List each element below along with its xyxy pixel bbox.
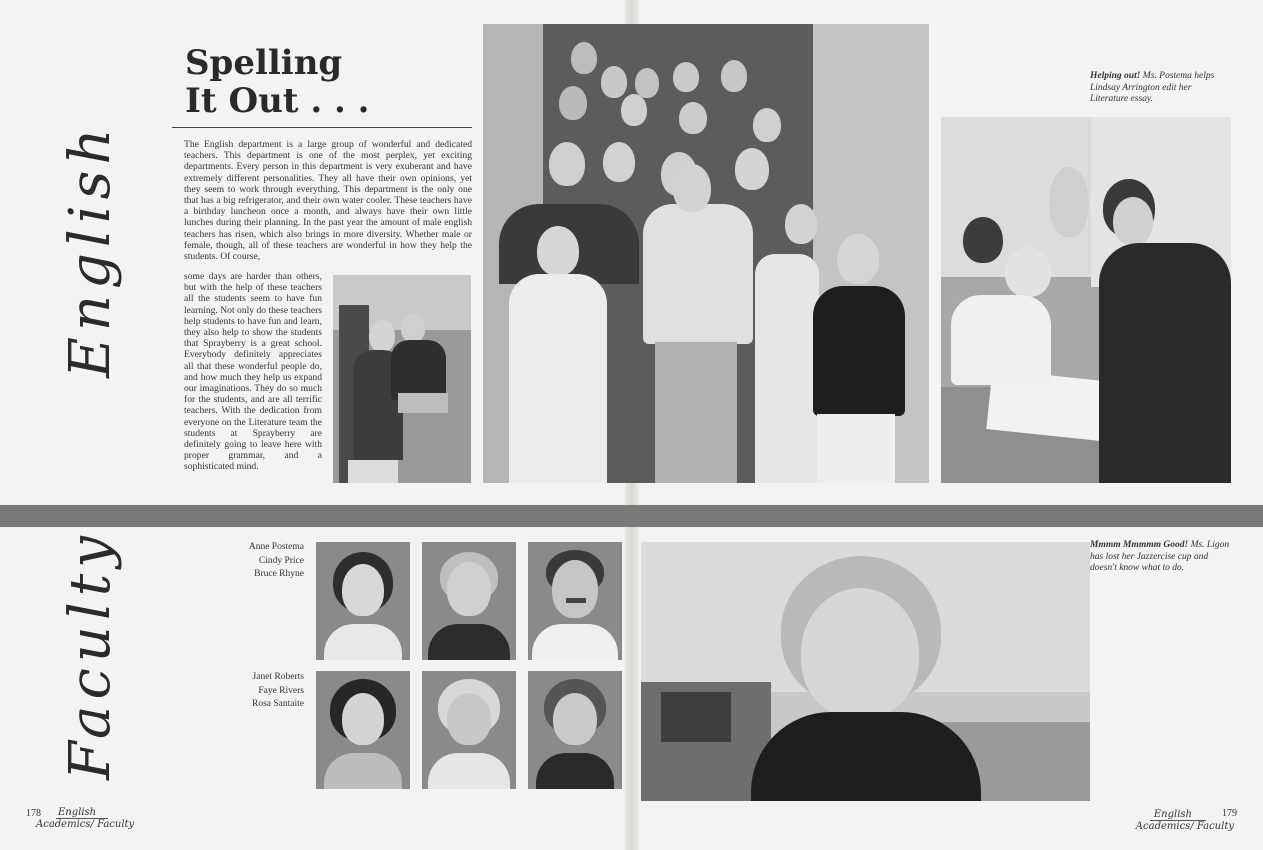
headline: Spelling It Out . . . bbox=[185, 43, 370, 121]
faculty-name: Bruce Rhyne bbox=[254, 569, 304, 579]
page-number-right: 179 bbox=[1222, 808, 1237, 819]
caption-lead: Mmmm Mmmmm Good! bbox=[1090, 540, 1189, 550]
caption-text: Ms. Ligon has lost her Jazzercise cup and doesn't know what to do. bbox=[1090, 540, 1230, 573]
story-body-wide: The English department is a large group of wonderful and dedicated teachers. This department is one of the most perplex, yet exciting departments. Every person in this department is very exuberant and have extremely different personalities. They all have their own opinions, yet they seem to work through everything. This department is the only one that has a big refrigerator, and their own water cooler. These teachers have a birthday luncheon once a month, and always have their own little lunches during their planning. In the past year the amount of male english teachers has risen, which also brings in more diversity. Whether male or female, though, all of these teachers are wonderful in how they help the students. Of course, bbox=[184, 139, 472, 263]
footer-subsection: Academics/ Faculty bbox=[1135, 821, 1234, 832]
photo-helping-out bbox=[941, 117, 1231, 483]
portrait-bruce-rhyne bbox=[528, 542, 622, 660]
portrait-janet-roberts bbox=[316, 671, 410, 789]
story-body-narrow: some days are harder than others, but with the help of these teachers all the students seem to have fun learning. Not only do these teachers help students to have fun and learn, they also help to show the students that Sprayberry is a great school. Everybody definitely appreciates all that these wonderful people do, and how much they help us expand our imaginations. They do so much for the students, and are all terrific teachers. With the dedication from everyone on the Literature team the students at Sprayberry are definitely going to leave here with proper grammar, and a sophisticated mind. bbox=[184, 271, 322, 473]
faculty-name: Faye Rivers bbox=[258, 685, 304, 696]
portrait-anne-postema bbox=[316, 542, 410, 660]
caption-lead: Helping out! bbox=[1090, 71, 1141, 81]
divider-band bbox=[0, 505, 1263, 527]
page-number-left: 178 bbox=[26, 808, 41, 819]
faculty-names-row2 bbox=[200, 671, 304, 712]
faculty-name: Rosa Santaite bbox=[252, 699, 304, 709]
portrait-rosa-santaite bbox=[528, 671, 622, 789]
vertical-title-english: English bbox=[58, 122, 123, 378]
vertical-title-faculty: Faculty bbox=[58, 530, 123, 780]
footer-section: English bbox=[56, 807, 108, 819]
faculty-name: Janet Roberts bbox=[252, 672, 304, 682]
photo-ms-ligon bbox=[641, 542, 1090, 801]
caption-mmmm-good bbox=[1090, 540, 1230, 575]
faculty-name: Cindy Price bbox=[258, 555, 304, 566]
photo-english-department-group bbox=[483, 24, 929, 483]
photo-teachers-desk bbox=[333, 275, 471, 483]
faculty-names-row1 bbox=[200, 541, 304, 582]
faculty-name: Anne Postema bbox=[248, 542, 304, 552]
portrait-faye-rivers bbox=[422, 671, 516, 789]
portrait-cindy-price bbox=[422, 542, 516, 660]
caption-helping-out bbox=[1090, 71, 1230, 106]
footer-section: English bbox=[1150, 809, 1206, 821]
headline-rule bbox=[172, 127, 472, 128]
footer-left bbox=[36, 807, 144, 830]
caption-text: Ms. Postema helps Lindsay Arrington edit her Literature essay. bbox=[1090, 71, 1215, 104]
footer-subsection: Academics/ Faculty bbox=[36, 819, 135, 830]
footer-right bbox=[1126, 809, 1236, 832]
